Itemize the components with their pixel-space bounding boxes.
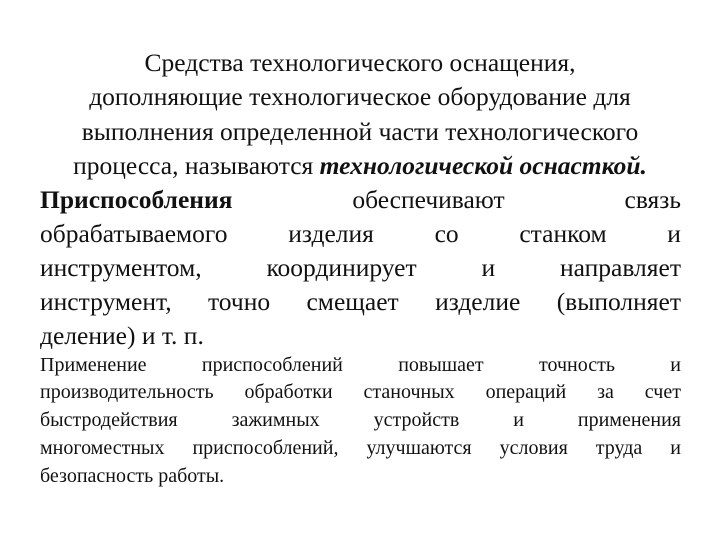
word: координирует	[266, 253, 417, 282]
word: (выполняет	[556, 287, 681, 316]
word: инструментом,	[40, 253, 202, 282]
emphasized-term: технологической оснасткой.	[319, 151, 647, 180]
word: обрабатываемого	[40, 219, 228, 248]
word: условия	[499, 437, 568, 459]
fixtures-line-5: деление) и т. п.	[40, 321, 204, 350]
word: и	[513, 409, 524, 431]
word: улучшаются	[366, 437, 472, 459]
word: связь	[624, 185, 681, 214]
word: инструмент,	[40, 287, 172, 316]
word: труда	[595, 437, 643, 459]
word: быстродействия	[40, 409, 178, 431]
word: станком	[519, 219, 607, 248]
word: операций	[485, 381, 567, 403]
fixtures-line-1	[40, 187, 681, 213]
word: обработки	[244, 381, 333, 403]
definition-line-4	[0, 153, 720, 179]
fixtures-line-4	[40, 289, 681, 315]
word: приспособлений	[201, 354, 343, 376]
benefits-line-4	[40, 438, 681, 458]
word: зажимных	[231, 409, 320, 431]
word: изделия	[288, 219, 374, 248]
benefits-line-5: безопасность работы.	[40, 465, 225, 487]
word: и	[481, 253, 496, 282]
word: производительность	[40, 381, 214, 403]
definition-text: процесса, называются	[73, 151, 320, 180]
word: устройств	[373, 409, 460, 431]
fixtures-line-3	[40, 255, 681, 281]
word: за	[597, 381, 614, 403]
word: смещает	[306, 287, 399, 316]
fixtures-term: Приспособления	[40, 185, 233, 214]
word: точность	[538, 354, 615, 376]
word: изделие	[435, 287, 521, 316]
fixtures-line-2	[40, 221, 681, 247]
benefits-line-3	[40, 410, 681, 430]
word: Применение	[40, 354, 147, 376]
word: счет	[644, 381, 681, 403]
word: и	[670, 354, 681, 376]
word: станочных	[363, 381, 455, 403]
benefits-line-2	[40, 382, 681, 402]
word: точно	[207, 287, 271, 316]
benefits-line-1	[40, 355, 681, 375]
word: применения	[577, 409, 681, 431]
word: обеспечивают	[352, 185, 505, 214]
word: повышает	[398, 354, 484, 376]
word: многоместных	[40, 437, 165, 459]
definition-line-2: дополняющие технологическое оборудование для	[89, 82, 631, 111]
word: и	[667, 219, 681, 248]
word: со	[434, 219, 459, 248]
word: направляет	[560, 253, 681, 282]
definition-line-1: Средства технологического оснащения,	[144, 48, 576, 77]
word: приспособлений,	[192, 437, 339, 459]
word: и	[670, 437, 681, 459]
definition-line-3: выполнения определенной части технологического	[81, 117, 639, 146]
